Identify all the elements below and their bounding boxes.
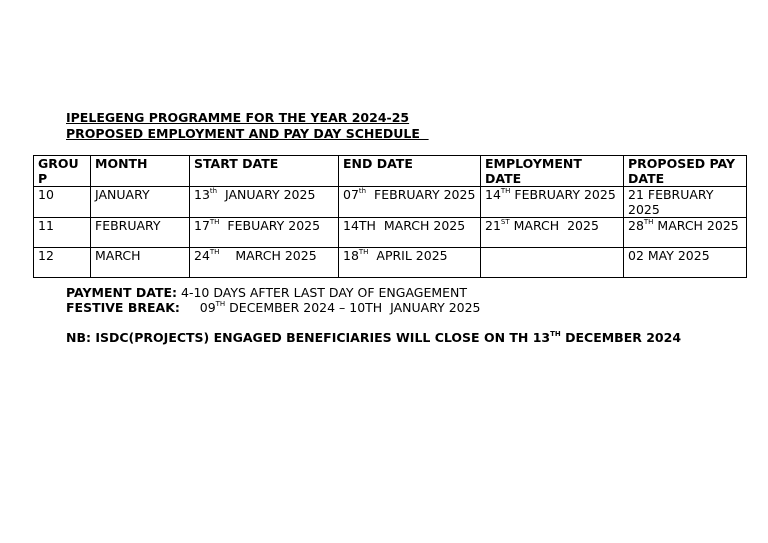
payment-date-label: PAYMENT DATE: bbox=[66, 285, 178, 300]
cell-month: FEBRUARY bbox=[91, 218, 190, 248]
cell-end-date bbox=[339, 187, 481, 218]
header-employment-date: EMPLOYMENT DATE bbox=[481, 156, 624, 187]
date-suffix: TH bbox=[209, 247, 220, 256]
date-day: 21 bbox=[485, 218, 501, 233]
schedule-title: PROPOSED EMPLOYMENT AND PAY DAY SCHEDULE bbox=[66, 126, 429, 141]
notes-block bbox=[66, 285, 481, 315]
festive-break-pre: 09 bbox=[179, 300, 216, 315]
cell-employment-date bbox=[481, 218, 624, 248]
table-header-row bbox=[34, 156, 747, 187]
date-suffix: th bbox=[358, 186, 367, 195]
cell-employment-date bbox=[481, 187, 624, 218]
date-suffix: ST bbox=[500, 217, 510, 226]
header-end-date: END DATE bbox=[339, 156, 481, 187]
cell-group: 10 bbox=[34, 187, 91, 218]
festive-break-post: DECEMBER 2024 – 10TH JANUARY 2025 bbox=[225, 300, 481, 315]
document-title-block bbox=[66, 110, 429, 142]
nb-note bbox=[66, 330, 681, 345]
cell-month: JANUARY bbox=[91, 187, 190, 218]
payment-date-note bbox=[66, 285, 481, 300]
nb-suffix: TH bbox=[550, 329, 561, 338]
cell-end-date bbox=[339, 218, 481, 248]
nb-text-end: DECEMBER 2024 bbox=[560, 330, 682, 345]
cell-start-date bbox=[190, 218, 339, 248]
table-row bbox=[34, 218, 747, 248]
date-suffix: TH bbox=[358, 247, 369, 256]
festive-break-label: FESTIVE BREAK: bbox=[66, 300, 180, 315]
header-proposed-pay-date: PROPOSED PAY DATE bbox=[624, 156, 747, 187]
date-rest: MARCH 2025 bbox=[219, 248, 317, 263]
date-day: 28 bbox=[628, 218, 644, 233]
date-day: 07 bbox=[343, 187, 359, 202]
date-suffix: TH bbox=[643, 217, 654, 226]
cell-start-date bbox=[190, 187, 339, 218]
festive-break-note bbox=[66, 300, 481, 315]
cell-employment-date bbox=[481, 248, 624, 278]
date-suffix: th bbox=[209, 186, 218, 195]
date-rest: MARCH 2025 bbox=[509, 218, 599, 233]
date-rest: FEBRUARY 2025 bbox=[366, 187, 476, 202]
schedule-table bbox=[33, 155, 747, 278]
date-rest: FEBRUARY 2025 bbox=[510, 187, 616, 202]
date-suffix: TH bbox=[500, 186, 511, 195]
table-row bbox=[34, 187, 747, 218]
header-group: GROUP bbox=[34, 156, 91, 187]
cell-pay-date: 02 MAY 2025 bbox=[624, 248, 747, 278]
festive-break-suffix: TH bbox=[215, 299, 226, 308]
date-rest: APRIL 2025 bbox=[368, 248, 448, 263]
date-text: 14TH MARCH 2025 bbox=[343, 218, 466, 233]
cell-pay-date: 21 FEBRUARY 2025 bbox=[624, 187, 747, 218]
payment-date-value: 4-10 DAYS AFTER LAST DAY OF ENGAGEMENT bbox=[177, 285, 468, 300]
date-rest: FEBUARY 2025 bbox=[219, 218, 321, 233]
date-day: 14 bbox=[485, 187, 501, 202]
cell-pay-date bbox=[624, 218, 747, 248]
cell-month: MARCH bbox=[91, 248, 190, 278]
table-row bbox=[34, 248, 747, 278]
header-start-date: START DATE bbox=[190, 156, 339, 187]
nb-text: NB: ISDC(PROJECTS) ENGAGED BENEFICIARIES WILL CLOSE ON TH 13 bbox=[66, 330, 551, 345]
date-day: 18 bbox=[343, 248, 359, 263]
cell-end-date bbox=[339, 248, 481, 278]
cell-group: 12 bbox=[34, 248, 91, 278]
date-rest: MARCH 2025 bbox=[653, 218, 739, 233]
date-day: 17 bbox=[194, 218, 210, 233]
header-month: MONTH bbox=[91, 156, 190, 187]
programme-title: IPELEGENG PROGRAMME FOR THE YEAR 2024-25 bbox=[66, 110, 410, 125]
date-day: 24 bbox=[194, 248, 210, 263]
date-suffix: TH bbox=[209, 217, 220, 226]
date-rest: JANUARY 2025 bbox=[217, 187, 316, 202]
cell-start-date bbox=[190, 248, 339, 278]
cell-group: 11 bbox=[34, 218, 91, 248]
date-day: 13 bbox=[194, 187, 210, 202]
